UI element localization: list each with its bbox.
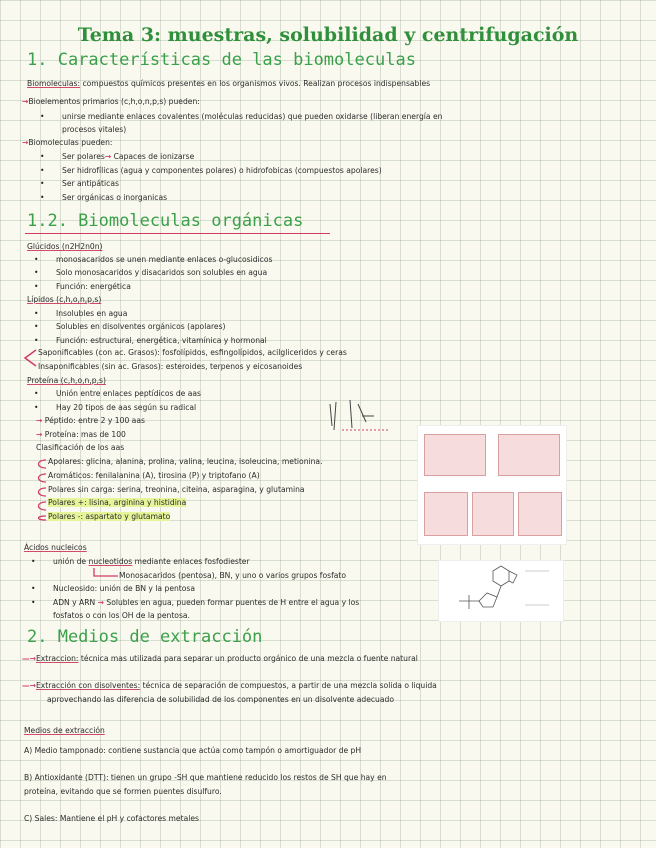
text: Solubles en agua, pueden formar puentes de H entre el agua y los bbox=[104, 598, 360, 607]
saponificables-text: Saponificables (con ac. Grasos): fosfolípidos, esfingolípidos, acilgliceridos y ceras bbox=[38, 348, 347, 357]
aa-polares-negativos: Polares -: aspartato y glutamato bbox=[48, 512, 171, 521]
extraccion-disolventes-term: Extracción con disolventes: bbox=[35, 681, 141, 690]
list-item: • Solo monosacaridos y disacaridos son solubles en agua bbox=[56, 268, 267, 277]
section-heading-1-2: 1.2. Biomoleculas orgánicas bbox=[27, 211, 304, 231]
list-item: • monosacaridos se unen mediante enlaces o-glucosidicos bbox=[56, 255, 272, 264]
list-item: • Ser antipáticas bbox=[62, 179, 119, 188]
list-item bbox=[53, 557, 250, 566]
arrow-right-icon: → bbox=[104, 152, 112, 161]
clasificacion-text: Clasificación de los aas bbox=[36, 443, 125, 452]
list-item bbox=[62, 152, 194, 161]
nucleotide-structure bbox=[439, 561, 563, 621]
list-item-cont: fosfatos o con los OH de la pentosa. bbox=[53, 611, 190, 620]
list-item-cont: procesos vitales) bbox=[62, 125, 127, 134]
proteina-text: Proteína: mas de 100 bbox=[44, 430, 126, 439]
list-item: • Función: estructural, energética, vitamínica y hormonal bbox=[56, 336, 267, 345]
arrow-down-right-icon bbox=[92, 566, 122, 580]
arrow-right-icon: → bbox=[97, 598, 104, 607]
acidos-nucleicos-heading: Ácidos nucleicos bbox=[24, 543, 87, 552]
nucleotidos-term: nucleotidos bbox=[88, 557, 133, 566]
list-item: • Solubles en disolventes orgánicos (apolares) bbox=[56, 322, 226, 331]
list-item: • unirse mediante enlaces covalentes (moléculas reducidas) que pueden oxidarse (liberan energía en bbox=[62, 112, 442, 121]
medio-c: C) Sales: Mantiene el pH y cofactores metales bbox=[24, 814, 199, 823]
list-item: • Función: energética bbox=[56, 282, 131, 291]
extraccion-disolventes-text: técnica de separación de compuestos, a partir de una mezcla solida o liquida bbox=[140, 681, 437, 690]
medio-b: B) Antioxidante (DTT): tienen un grupo -SH que mantiene reducido los restos de SH que hay en bbox=[24, 773, 387, 782]
arrow-right-icon: → bbox=[22, 138, 29, 147]
list-item: • Nucleosido: unión de BN y la pentosa bbox=[53, 584, 195, 593]
adn-arn-text: ADN y ARN bbox=[53, 598, 96, 607]
sketch-figure bbox=[322, 396, 394, 436]
list-item: • Ser hidrofílicas (agua y componentes polares) o hidrofobicas (compuestos apolares) bbox=[62, 166, 382, 175]
definition-text: compuestos químicos presentes en los organismos vivos. Realizan procesos indispensables bbox=[80, 79, 431, 88]
peptido-line bbox=[36, 416, 145, 425]
page-title: Tema 3: muestras, solubilidad y centrifugación bbox=[77, 24, 579, 46]
medio-b-cont: proteína, evitando que se formen puentes disulfuro. bbox=[24, 787, 222, 796]
text: mediante enlaces fosfodiester bbox=[132, 557, 250, 566]
glucidos-heading: Glúcidos (n2H2n0n) bbox=[27, 242, 103, 251]
arrow-right-icon: → bbox=[36, 430, 43, 439]
definition-biomoleculas bbox=[27, 79, 430, 88]
proteina-line bbox=[36, 430, 126, 439]
aa-polares-sin-carga: Polares sin carga: serina, treonina, citeina, asparagina, y glutamina bbox=[48, 485, 305, 494]
list-item: • Hay 20 tipos de aas según su radical bbox=[56, 403, 196, 412]
aa-apolares: Apolares: glicina, alanina, prolina, valina, leucina, isoleucina, metionina. bbox=[48, 457, 323, 466]
bracket-arrows-icon bbox=[30, 454, 50, 524]
insaponificables-text: Insaponificables (sin ac. Grasos): esteroides, terpenos y eicosanoides bbox=[38, 362, 303, 371]
arrow-right-icon: → bbox=[22, 97, 29, 106]
aa-polares-positivos: Polares +: lisina, arginina y histidina bbox=[48, 498, 187, 507]
polares-text: Ser polares bbox=[62, 152, 105, 161]
biomoleculas-text: Biomoleculas pueden: bbox=[28, 138, 113, 147]
aa-aromaticos: Aromáticos: fenilalanina (A), tirosina (P) y triptofano (A) bbox=[48, 471, 260, 480]
term: Biomoleculas: bbox=[27, 79, 81, 88]
extraccion-term: Extraccion: bbox=[35, 654, 79, 663]
ionizarse-text: Capaces de ionizarse bbox=[111, 152, 195, 161]
biomoleculas-line bbox=[22, 138, 112, 147]
medios-heading: Medios de extracción bbox=[24, 726, 105, 735]
arrow-right-icon: —→ bbox=[22, 654, 36, 663]
extraccion-text: técnica mas utilizada para separar un producto orgánico de una mezcla o fuente natural bbox=[78, 654, 418, 663]
list-item: • Ser orgánicas o inorganicas bbox=[62, 193, 167, 202]
peptido-text: Péptido: entre 2 y 100 aas bbox=[44, 416, 145, 425]
extraccion-disolventes-cont: aprovechando las diferencia de solubilidad de los componentes en un disolvente adecuado bbox=[47, 695, 394, 704]
arrow-right-icon: —→ bbox=[22, 681, 36, 690]
list-item bbox=[53, 598, 359, 607]
extraccion-line bbox=[22, 654, 418, 663]
amino-acids-figure bbox=[417, 425, 567, 545]
text: unión de bbox=[53, 557, 89, 566]
nucleotido-components: Monosacaridos (pentosa), BN, y uno o varios grupos fosfato bbox=[119, 571, 347, 580]
lipidos-heading: Lípidos (c,h,o,n,p,s) bbox=[27, 295, 102, 304]
nucleotide-figure bbox=[438, 560, 564, 622]
list-item: • Unión entre enlaces peptídicos de aas bbox=[56, 389, 201, 398]
section-heading-1: 1. Características de las biomoleculas bbox=[27, 50, 416, 70]
proteina-heading: Proteína (c,h,o,n,p,s) bbox=[27, 376, 106, 385]
section-heading-2: 2. Medios de extracción bbox=[27, 627, 263, 647]
extraccion-disolventes-line bbox=[22, 681, 437, 690]
bioelementos-line bbox=[22, 97, 200, 106]
arrow-right-icon: → bbox=[36, 416, 43, 425]
divider bbox=[25, 233, 330, 234]
bioelementos-text: Bioelementos primarios (c,h,o,n,p,s) pueden: bbox=[28, 97, 200, 106]
list-item: • Insolubles en agua bbox=[56, 309, 127, 318]
medio-a: A) Medio tamponado: contiene sustancia que actúa como tampón o amortiguador de pH bbox=[24, 746, 362, 755]
